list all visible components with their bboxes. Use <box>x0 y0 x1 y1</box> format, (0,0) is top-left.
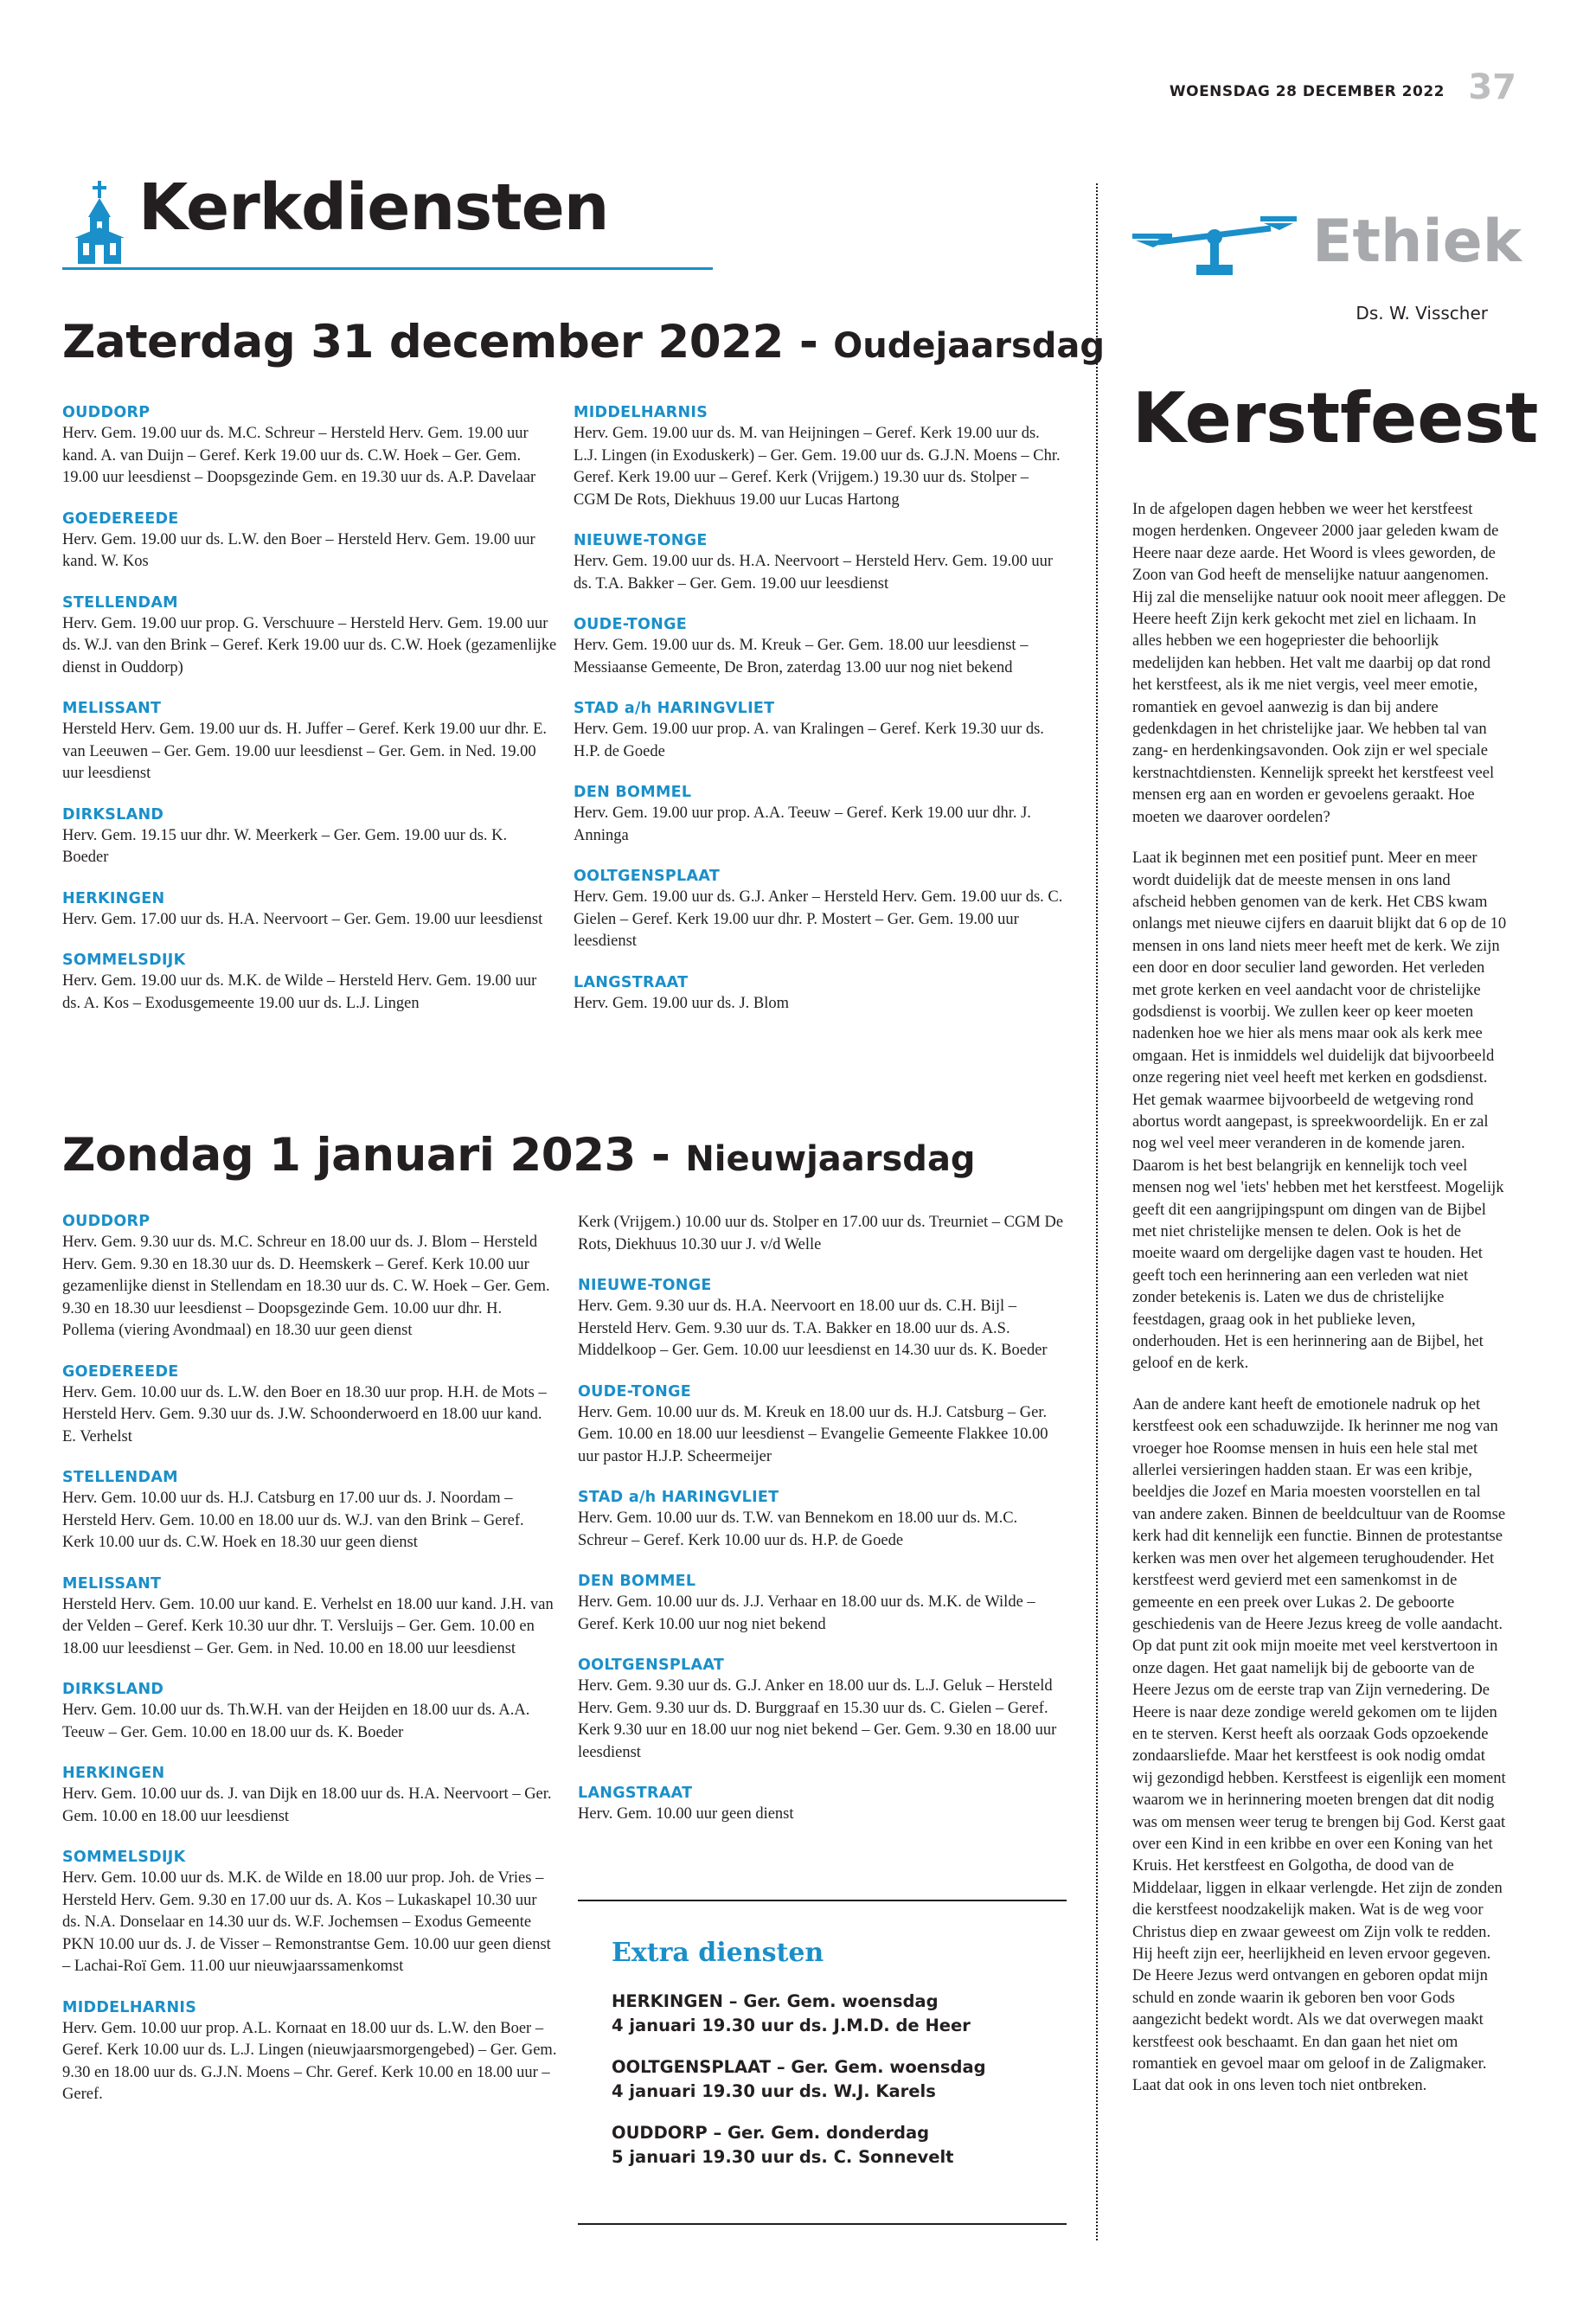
extra-service-item <box>612 1990 1061 2038</box>
service-text: Hersteld Herv. Gem. 10.00 uur kand. E. Verhelst en 18.00 uur kand. J.H. van der Velden – Geref. Kerk 10.30 uur dhr. T. Versluijs – Ger. Gem. 10.00 en 18.00 uur leesdienst – Ger. Gem. in Ned. 10.00 en 18.00 uur leesdienst <box>62 1595 554 1657</box>
service-text: Herv. Gem. 9.30 uur ds. G.J. Anker en 18.00 uur ds. L.J. Geluk – Hersteld Herv. Gem. 9.30 uur ds. D. Burggraaf en 15.30 uur ds. C. Gielen – Geref. Kerk 9.30 uur en 18.00 uur nog niet bekend – Ger. Gem. 9.30 en 18.00 uur leesdienst <box>578 1677 1057 1761</box>
service-entry <box>62 804 557 869</box>
extra-service-line1: OOLTGENSPLAAT – Ger. Gem. woensdag <box>612 2057 986 2077</box>
service-text: Herv. Gem. 19.00 uur ds. M.C. Schreur – Hersteld Herv. Gem. 19.00 uur kand. A. van Duijn – Geref. Kerk 19.00 uur ds. C.W. Hoek – Ger. Gem. 19.00 uur leesdienst – Doopsgezinde Gem. en 19.30 uur ds. A.P. Davelaar <box>62 425 536 486</box>
place-name: DIRKSLAND <box>62 1681 164 1698</box>
service-text: Herv. Gem. 10.00 uur ds. L.W. den Boer en 18.30 uur prop. H.H. de Mots – Hersteld Herv. Gem. 9.30 uur ds. J.W. Schoonderwoerd en 18.00 uur kand. E. Verhelst <box>62 1383 547 1445</box>
place-name: NIEUWE-TONGE <box>578 1277 712 1294</box>
section-title-block <box>62 170 713 270</box>
article-paragraph: In de afgelopen dagen hebben we weer het kerstfeest mogen herdenken. Ongeveer 2000 jaar geleden kwam de Heere naar deze aarde. Het Woord is vlees geworden, de Zoon van God heeft de menselijke natuur aangenomen. Hij zal die menselijke natuur ook nooit meer afleggen. De Heere heeft Zijn kerk gekocht met ziel en lichaam. In alles hebben we een hogepriester die behoorlijk medelijden kan hebben. Het valt me daarbij op dat rond het kerstfeest, als ik me niet vergis, veel meer emotie, romantiek en gevoel aanwezig is dan bij andere gedenkdagen in het christelijke jaar. We hebben tal van zang- en herdenkingsavonden. Ook zijn er wel speciale kerstnachtdiensten. Kennelijk spreekt het kerstfeest veel mensen erg aan en worden er gevoelens geraakt. Hoe moeten we daarover oordelen? <box>1132 500 1506 826</box>
extra-service-line2: 4 januari 19.30 uur ds. W.J. Karels <box>612 2081 936 2101</box>
sunday-heading-sub: Nieuwjaarsdag <box>685 1139 976 1179</box>
saturday-heading <box>62 316 1105 369</box>
service-text: Herv. Gem. 10.00 uur ds. T.W. van Bennekom en 18.00 uur ds. M.C. Schreur – Geref. Kerk 10.00 uur ds. H.P. de Goede <box>578 1509 1018 1549</box>
extra-service-item <box>612 2121 1061 2170</box>
place-name: OUDDORP <box>62 404 151 421</box>
service-text: Herv. Gem. 10.00 uur ds. Th.W.H. van der Heijden en 18.00 uur ds. A.A. Teeuw – Ger. Gem. 10.00 en 18.00 uur ds. K. Boeder <box>62 1702 530 1741</box>
place-name: STAD a/h HARINGVLIET <box>578 1489 779 1506</box>
article-title: Kerstfeest <box>1132 378 1539 458</box>
page-number: 37 <box>1468 67 1516 107</box>
place-name: MELISSANT <box>62 700 162 717</box>
place-name: STAD a/h HARINGVLIET <box>574 700 775 717</box>
service-entry <box>62 509 557 574</box>
article-paragraph: Laat ik beginnen met een positief punt. Meer en meer wordt duidelijk dat de meeste mensen in ons land afscheid hebben genomen van de kerk. Het CBS kwam onlangs met nieuwe cijfers en daaruit blijkt dat 6 op de 10 mensen in ons land niets meer heeft met de kerk. We zijn een door en door seculier land geworden. Het verleden met grote kerken en veel aandacht voor de christelijke godsdienst is voorbij. We zullen keer op keer moeten nadenken hoe we hier als mens maar ook als kerk mee omgaan. Het is inmiddels wel duidelijk dat bijvoorbeeld onze regering niet veel heeft met kerken en godsdienst. Het gemak waarmee bijvoorbeeld de wetgeving rond abortus wordt aangepast, is spreekwoordelijk. En er zal nog wel veel meer veranderen in de komende jaren. Daarom is het best belangrijk en kennelijk toch veel mensen nog wel 'iets' hebben met het kerstfeest. Mogelijk geeft dit een aangrijpingspunt om dingen van de Bijbel met niet christelijke mensen te delen. Ook is het de moeite waard om dergelijke dagen vast te houden. Het geeft toch een herinnering aan een verleden wat niet zonder betekenis is. Laten we dus de christelijke feestdagen, graag ook in het publieke leven, onderhouden. Het is een herinnering aan de Bijbel, het geloof en de kerk. <box>1132 849 1507 1373</box>
service-text: Herv. Gem. 19.00 uur prop. G. Verschuure – Hersteld Herv. Gem. 19.00 uur ds. W.J. van den Brink – Geref. Kerk 19.00 uur ds. C.W. Hoek (gezamenlijke dienst in Ouddorp) <box>62 614 557 676</box>
service-entry <box>574 614 1067 679</box>
service-text: Herv. Gem. 19.00 uur ds. G.J. Anker – Hersteld Herv. Gem. 19.00 uur ds. C. Gielen – Geref. Kerk 19.00 uur dhr. P. Mostert – Ger. Gem. 19.00 uur leesdienst <box>574 888 1063 950</box>
extra-service-line1: OUDDORP – Ger. Gem. donderdag <box>612 2123 930 2143</box>
service-text: Herv. Gem. 19.00 uur ds. M. van Heijningen – Geref. Kerk 19.00 uur ds. L.J. Lingen (in Exoduskerk) – Ger. Gem. 19.00 uur ds. G.J.N. Moens – Chr. Geref. Kerk 19.00 uur – Geref. Kerk (Vrijgem.) 19.30 uur ds. Stolper – CGM De Rots, Diekhuus 19.00 uur Lucas Hartong <box>574 425 1061 509</box>
extra-services-list <box>612 1990 1061 2187</box>
place-name: GOEDEREEDE <box>62 1362 179 1381</box>
service-text: Herv. Gem. 9.30 uur ds. H.A. Neervoort en 18.00 uur ds. C.H. Bijl – Hersteld Herv. Gem. 9.30 uur ds. T.A. Bakker en 18.00 uur ds. A.S. Middelkoop – Ger. Gem. 10.00 uur leesdienst en 14.30 uur ds. K. Boeder <box>578 1298 1048 1359</box>
service-text: Herv. Gem. 10.00 uur geen dienst <box>578 1805 794 1823</box>
extra-service-item <box>612 2055 1061 2104</box>
service-entry <box>62 593 557 680</box>
divider-rule <box>578 2223 1067 2225</box>
place-name: LANGSTRAAT <box>578 1785 693 1802</box>
service-text: Herv. Gem. 10.00 uur prop. A.L. Kornaat en 18.00 uur ds. L.W. den Boer – Geref. Kerk 10.00 uur ds. L.J. Lingen (nieuwjaarsmorgengebed) – Ger. Gem. 9.30 en 18.00 uur ds. G.J.N. Moens – Chr. Geref. Kerk 10.00 en 18.00 uur – Geref. <box>62 2019 557 2103</box>
service-entry <box>574 530 1067 595</box>
article-body <box>1132 498 1507 2116</box>
article-paragraph: Aan de andere kant heeft de emotionele nadruk op het kerstfeest ook een schaduwzijde. Ik herinner me nog van vroeger hoe Roomse mensen in huis een hele stal met allerlei versieringen hadden staan. Er was een kribje, beeldjes die Jozef en Maria moesten voorstellen en tal van andere zaken. Binnen de beeldcultuur van de Roomse kerk had dit kennelijk een functie. Binnen de protestantse kerken was men over het algemeen terughoudender. Het kerstfeest werd gevierd met een samenkomst in de gemeente en een preek over Lukas 2. De geboorte geschiedenis van de Heere Jezus kreeg de volle aandacht. Op dat punt zit ook mijn moeite met veel kerstvertoon in onze dagen. Het gaat namelijk bij de geboorte van de Heere Jezus om de eerste trap van Zijn vernedering. De Heere is naar deze zondige wereld gekomen om te lijden en te sterven. Kerst heeft als oorzaak Gods opzoekende zondaarsliefde. Maar het kerstfeest is ook nodig omdat wij gezondigd hebben. Kerstfeest is eigenlijk een moment waarom we in herinnering moeten brengen dat dit nodig was om mensen weer terug te brengen bij God. Kerst gaat over een Kind in een kribbe en over een Koning van het Kruis. Het kerstfeest en Golgotha, de dood van de Middelaar, liggen in elkaar verlengde. Het zijn de zonden die kerstfeest noodzakelijk maken. Wat is de weg voor Christus diep en zwaar geweest om Zijn volk te redden. Hij heeft zijn eer, heerlijkheid en leven ervoor gegeven. De Heere Jezus werd ontvangen en geboren opdat mijn schuld en zonde waarin ik geboren ben voor Gods aangezicht bedekt wordt. Als we dat overwegen maakt kerstfeest ook beschaamt. En dan gaan het niet om romantiek en gevoel maar om geloof in de Zaligmaker. Laat dat ook in ons leven toch niet ontbreken. <box>1132 1394 1506 2095</box>
header-date: WOENSDAG 28 DECEMBER 2022 <box>1169 83 1445 100</box>
sunday-heading-main: Zondag 1 januari 2023 - <box>62 1129 670 1182</box>
scales-icon <box>1132 216 1297 279</box>
place-name: MIDDELHARNIS <box>574 404 708 421</box>
service-text: Herv. Gem. 17.00 uur ds. H.A. Neervoort – Ger. Gem. 19.00 uur leesdienst <box>62 910 543 928</box>
service-entry <box>62 1211 557 1343</box>
extra-service-line2: 4 januari 19.30 uur ds. J.M.D. de Heer <box>612 2016 971 2035</box>
place-name: OUDE-TONGE <box>574 616 688 633</box>
service-entry <box>62 1763 557 1828</box>
service-entry <box>574 698 1067 763</box>
sunday-left-column <box>62 1211 557 2125</box>
service-text: Herv. Gem. 10.00 uur ds. M. Kreuk en 18.00 uur ds. H.J. Catsburg – Ger. Gem. 10.00 en 18.00 uur leesdienst – Evangelie Gemeente Flakkee 10.00 uur pastor H.J.P. Scheermeijer <box>578 1403 1048 1465</box>
service-entry <box>62 1679 557 1744</box>
section-title: Kerkdiensten <box>138 170 609 245</box>
church-icon <box>71 181 128 267</box>
place-name: NIEUWE-TONGE <box>574 532 708 549</box>
saturday-heading-sub: Oudejaarsdag <box>833 326 1106 366</box>
service-entry <box>62 698 557 785</box>
service-entry <box>62 1997 557 2106</box>
service-text: Herv. Gem. 10.00 uur ds. J.J. Verhaar en 18.00 uur ds. M.K. de Wilde – Geref. Kerk 10.00 uur nog niet bekend <box>578 1593 1035 1633</box>
extra-service-line1: HERKINGEN – Ger. Gem. woensdag <box>612 1991 939 2011</box>
service-entry <box>578 1783 1067 1826</box>
service-text: Herv. Gem. 19.00 uur prop. A.A. Teeuw – Geref. Kerk 19.00 uur dhr. J. Anninga <box>574 804 1031 844</box>
place-name: MELISSANT <box>62 1574 162 1593</box>
place-name: DIRKSLAND <box>62 805 164 824</box>
service-text: Herv. Gem. 19.00 uur ds. M.K. de Wilde – Hersteld Herv. Gem. 19.00 uur ds. A. Kos – Exodusgemeente 19.00 uur ds. L.J. Lingen <box>62 972 537 1012</box>
place-name: OUDE-TONGE <box>578 1382 692 1400</box>
service-text: Herv. Gem. 10.00 uur ds. H.J. Catsburg en 17.00 uur ds. J. Noordam – Hersteld Herv. Gem. 10.00 en 18.00 uur ds. W.J. van den Brink – Geref. Kerk 10.00 uur ds. C.W. Hoek en 18.30 uur geen dienst <box>62 1490 524 1551</box>
place-name: OOLTGENSPLAAT <box>574 868 721 885</box>
ethiek-author: Ds. W. Visscher <box>1356 303 1488 324</box>
service-entry <box>578 1571 1067 1636</box>
service-entry <box>62 1467 557 1554</box>
saturday-right-column <box>574 402 1067 1034</box>
service-entry <box>578 1275 1067 1362</box>
sunday-heading <box>62 1129 976 1182</box>
place-name: OOLTGENSPLAAT <box>578 1657 725 1674</box>
service-text-continuation: Kerk (Vrijgem.) 10.00 uur ds. Stolper en 17.00 uur ds. Treurniet – CGM De Rots, Diekhuus 10.30 uur J. v/d Welle <box>578 1214 1064 1253</box>
service-text: Herv. Gem. 10.00 uur ds. M.K. de Wilde en 18.00 uur prop. Joh. de Vries – Hersteld Herv. Gem. 9.30 en 17.00 uur ds. A. Kos – Lukaskapel 10.30 uur ds. N.A. Donselaar en 14.30 uur ds. W.F. Jochemsen – Exodus Gemeente PKN 10.00 uur ds. J. de Visser – Remonstrantse Gem. 10.00 uur geen dienst – Lachai-Roï Gem. 11.00 uur nieuwjaarssamenkomst <box>62 1869 551 1975</box>
service-entry <box>62 1574 557 1661</box>
service-entry <box>62 888 557 932</box>
place-name: LANGSTRAAT <box>574 973 689 991</box>
saturday-left-column <box>62 402 557 1034</box>
extra-service-line2: 5 januari 19.30 uur ds. C. Sonnevelt <box>612 2147 954 2167</box>
service-text: Herv. Gem. 19.00 uur prop. A. van Kralingen – Geref. Kerk 19.30 uur ds. H.P. de Goede <box>574 721 1044 760</box>
extra-services-title: Extra diensten <box>612 1938 824 1968</box>
service-entry <box>574 866 1067 953</box>
place-name: STELLENDAM <box>62 593 178 612</box>
place-name: STELLENDAM <box>62 1469 178 1486</box>
place-name: MIDDELHARNIS <box>62 1998 197 2016</box>
sunday-right-column <box>578 1212 1067 1845</box>
service-entry <box>62 950 557 1015</box>
place-name: DEN BOMMEL <box>574 784 692 801</box>
service-entry <box>62 1362 557 1449</box>
service-text: Hersteld Herv. Gem. 19.00 uur ds. H. Juffer – Geref. Kerk 19.00 uur dhr. E. van Leeuwen – Ger. Gem. 19.00 uur leesdienst – Ger. Gem. in Ned. 19.00 uur leesdienst <box>62 721 548 782</box>
service-text: Herv. Gem. 19.15 uur dhr. W. Meerkerk – Ger. Gem. 19.00 uur ds. K. Boeder <box>62 826 508 866</box>
column-divider <box>1096 183 1098 2240</box>
service-entry <box>574 972 1067 1016</box>
service-entry <box>574 782 1067 847</box>
ethiek-label: Ethiek <box>1312 208 1522 276</box>
service-text: Herv. Gem. 9.30 uur ds. M.C. Schreur en 18.00 uur ds. J. Blom – Hersteld Herv. Gem. 9.30 en 18.30 uur ds. D. Heemskerk – Geref. Kerk 10.00 uur gezamenlijke dienst in Stellendam en 18.30 uur ds. C. W. Hoek – Ger. Gem. 9.30 en 18.30 uur leesdienst – Doopsgezinde Gem. 10.00 uur dhr. H. Pollema (viering Avondmaal) en 18.30 uur geen dienst <box>62 1234 550 1339</box>
service-entry <box>578 1212 1067 1256</box>
service-entry <box>578 1381 1067 1469</box>
place-name: GOEDEREEDE <box>62 510 179 528</box>
place-name: SOMMELSDIJK <box>62 952 186 969</box>
service-text: Herv. Gem. 10.00 uur ds. J. van Dijk en 18.00 uur ds. H.A. Neervoort – Ger. Gem. 10.00 en 18.00 uur leesdienst <box>62 1785 552 1825</box>
service-text: Herv. Gem. 19.00 uur ds. J. Blom <box>574 994 790 1012</box>
service-entry <box>62 402 557 490</box>
saturday-heading-main: Zaterdag 31 december 2022 - <box>62 316 818 369</box>
divider-rule <box>578 1900 1067 1901</box>
service-entry <box>62 1847 557 1978</box>
place-name: HERKINGEN <box>62 889 165 907</box>
service-entry <box>578 1655 1067 1764</box>
service-entry <box>574 402 1067 511</box>
service-text: Herv. Gem. 19.00 uur ds. H.A. Neervoort – Hersteld Herv. Gem. 19.00 uur ds. T.A. Bakker – Ger. Gem. 19.00 uur leesdienst <box>574 553 1054 593</box>
place-name: DEN BOMMEL <box>578 1573 696 1590</box>
service-entry <box>578 1487 1067 1552</box>
place-name: HERKINGEN <box>62 1765 165 1782</box>
service-text: Herv. Gem. 19.00 uur ds. M. Kreuk – Ger. Gem. 18.00 uur leesdienst – Messiaanse Gemeente, De Bron, zaterdag 13.00 uur nog niet bekend <box>574 637 1029 676</box>
place-name: OUDDORP <box>62 1213 151 1230</box>
service-text: Herv. Gem. 19.00 uur ds. L.W. den Boer – Hersteld Herv. Gem. 19.00 uur kand. W. Kos <box>62 530 535 570</box>
place-name: SOMMELSDIJK <box>62 1849 186 1866</box>
